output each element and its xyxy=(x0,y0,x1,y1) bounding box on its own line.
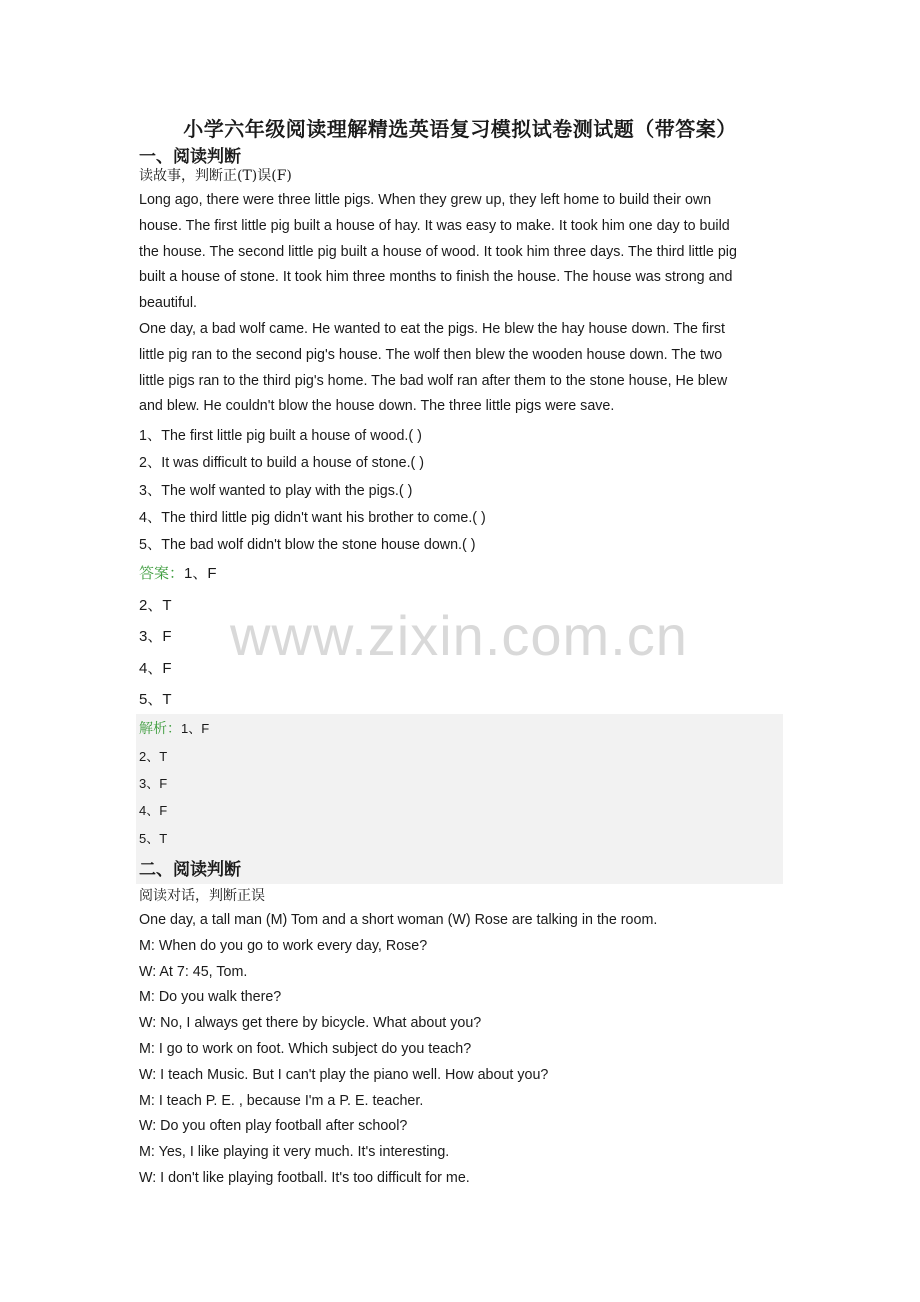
story-line: and blew. He couldn't blow the house down. The three little pigs were save. xyxy=(139,398,615,415)
section1-heading: 一、阅读判断 xyxy=(139,147,241,167)
dialogue-line: M: Do you walk there? xyxy=(139,989,282,1006)
analysis-line-1 xyxy=(139,718,209,738)
section2-heading: 二、阅读判断 xyxy=(139,860,241,880)
analysis-label: 解析： xyxy=(139,721,181,737)
page-title: 小学六年级阅读理解精选英语复习模拟试卷测试题（带答案） xyxy=(183,117,737,141)
answer-item: 5、T xyxy=(139,691,172,708)
dialogue-line: W: No, I always get there by bicycle. What about you? xyxy=(139,1015,482,1032)
analysis-item: 3、F xyxy=(139,776,168,791)
story-line: little pig ran to the second pig's house. The wolf then blew the wooden house down. The two xyxy=(139,346,723,363)
section2-instruction: 阅读对话，判断正误 xyxy=(139,888,265,904)
question-item: 4、The third little pig didn't want his brother to come.( ) xyxy=(139,510,486,526)
question-item: 5、The bad wolf didn't blow the stone house down.( ) xyxy=(139,537,476,553)
answer-label: 答案： xyxy=(139,564,185,582)
answer-line-1 xyxy=(139,562,217,583)
analysis-item: 1、F xyxy=(181,721,210,736)
dialogue-line: W: At 7: 45, Tom. xyxy=(139,963,248,980)
answer-item: 2、T xyxy=(139,597,172,614)
answer-item: 4、F xyxy=(139,660,172,677)
story-line: the house. The second little pig built a house of wood. It took him three days. The third little pig xyxy=(139,243,737,260)
dialogue-line: W: I teach Music. But I can't play the piano well. How about you? xyxy=(139,1066,549,1083)
story-line: built a house of stone. It took him three months to finish the house. The house was strong and xyxy=(139,269,733,286)
story-passage xyxy=(139,188,779,420)
dialogue-line: W: Do you often play football after school? xyxy=(139,1118,408,1135)
dialogue-line: M: Yes, I like playing it very much. It's interesting. xyxy=(139,1144,450,1161)
analysis-item: 2、T xyxy=(139,749,168,764)
watermark-text: www.zixin.com.cn xyxy=(230,604,688,667)
question-item: 2、It was difficult to build a house of stone.( ) xyxy=(139,455,425,471)
dialogue-line: One day, a tall man (M) Tom and a short woman (W) Rose are talking in the room. xyxy=(139,912,658,928)
story-line: beautiful. xyxy=(139,295,198,312)
dialogue-line: W: I don't like playing football. It's too difficult for me. xyxy=(139,1169,470,1186)
question-item: 1、The first little pig built a house of wood.( ) xyxy=(139,428,422,444)
answer-item: 3、F xyxy=(139,628,172,645)
story-line: little pigs ran to the third pig's home. The bad wolf ran after them to the stone house, He blew xyxy=(139,372,728,389)
dialogue-passage xyxy=(139,908,779,1192)
question-item: 3、The wolf wanted to play with the pigs.( ) xyxy=(139,483,413,499)
analysis-item: 4、F xyxy=(139,803,168,818)
story-line: house. The first little pig built a house of hay. It was easy to make. It took him one day to build xyxy=(139,217,730,234)
answer-item: 1、F xyxy=(184,565,217,582)
story-line: Long ago, there were three little pigs. When they grew up, they left home to build their own xyxy=(139,192,712,208)
dialogue-line: M: I teach P. E. , because I'm a P. E. teacher. xyxy=(139,1092,424,1109)
analysis-item: 5、T xyxy=(139,831,168,846)
dialogue-line: M: When do you go to work every day, Rose? xyxy=(139,937,428,954)
story-line: One day, a bad wolf came. He wanted to eat the pigs. He blew the hay house down. The first xyxy=(139,320,725,337)
section1-instruction: 读故事，判断正(T)误(F) xyxy=(139,168,292,184)
dialogue-line: M: I go to work on foot. Which subject do you teach? xyxy=(139,1040,472,1057)
